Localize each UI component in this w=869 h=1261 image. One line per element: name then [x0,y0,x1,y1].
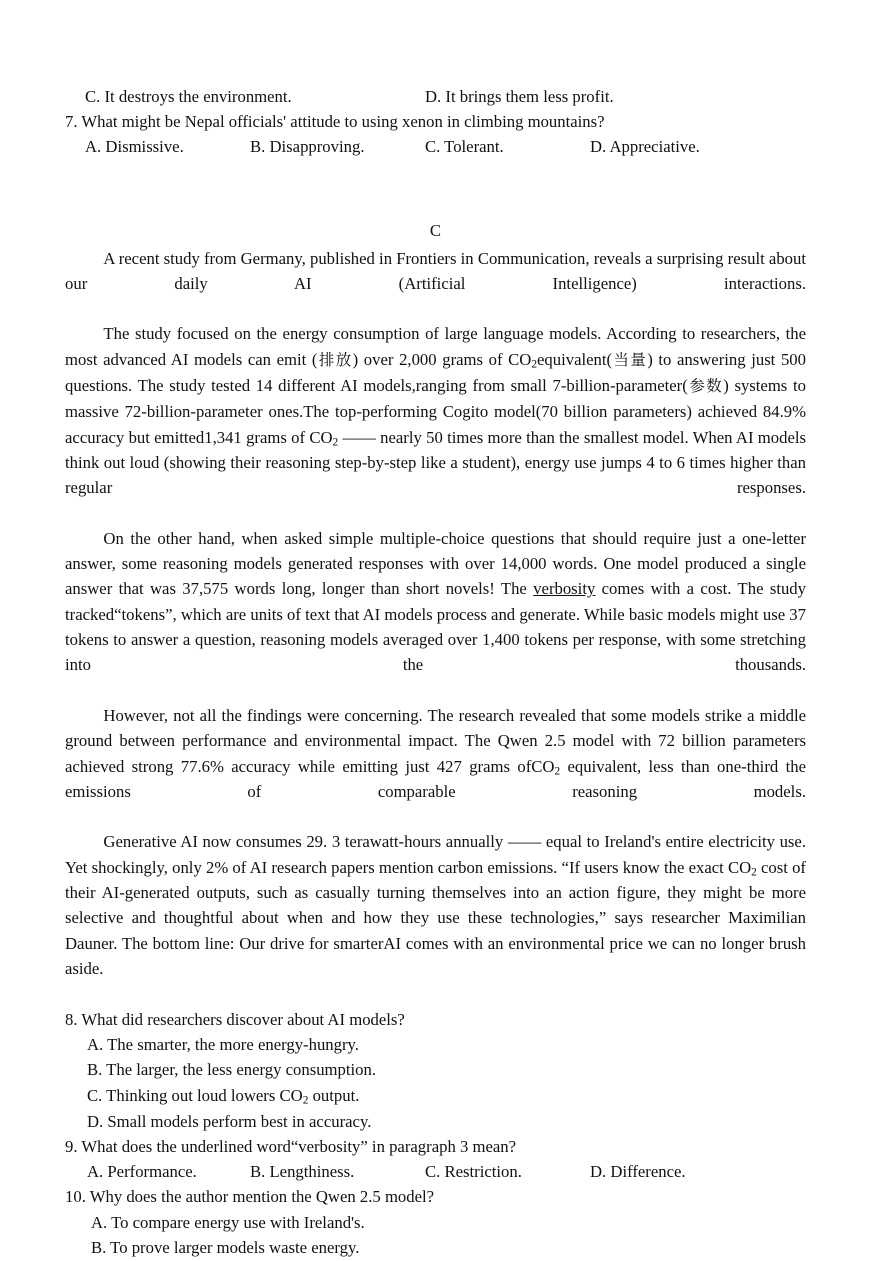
cjk-gloss: 当量 [612,350,648,369]
q9-option-a[interactable]: A. Performance. [87,1162,197,1182]
passage-paragraph [65,829,806,1006]
q9-option-d[interactable]: D. Difference. [590,1162,686,1182]
q7-option-c[interactable]: C. Tolerant. [425,137,504,157]
passage-paragraph [65,321,806,525]
text-run: B. To prove larger models waste energy. [91,1238,360,1258]
text-run: On the other hand, when asked simple multiple-choice questions that should require just a one-letter answer, some reasoning models generated responses with over 14,000 words. One model produced a single answer that was 37,575 words long, longer than short novels! The [65,528,806,599]
subscript: 2 [554,765,561,778]
q6-options-row [65,84,806,109]
q8-stem: 8. What did researchers discover about AI models? [65,1009,405,1029]
subscript: 2 [302,1094,309,1107]
q9-options-row [65,1159,806,1184]
text-run: equivalent, less than one-third the emissions of comparable reasoning models. [65,756,806,801]
text-run: ) systems to massive 72-billion-parameter ones.The top-performing Cogito model(70 billion parameters) achieved 84.9% accuracy but emitted1,341 grams of CO [65,376,806,447]
q7-stem: 7. What might be Nepal officials' attitude to using xenon in climbing mountains? [65,112,605,131]
option-line[interactable] [65,1235,806,1261]
q10-stem: 10. Why does the author mention the Qwen 2.5 model? [65,1187,435,1207]
option-line[interactable] [65,1109,806,1135]
q9-option-c[interactable]: C. Restriction. [425,1162,522,1182]
text-run: ) over 2,000 grams of CO [352,349,532,369]
option-line[interactable] [65,1057,806,1083]
text-run: cost of their AI-generated outputs, such as casually turning themselves into an action figure, they might be more selective and thoughtful about when and how they use these technologies,” says researcher Maximilian Dauner. The bottom line: Our drive for smarterAI comes with an environmental price we can no longer brush aside. [65,857,806,978]
q7-option-b[interactable]: B. Disapproving. [250,137,365,157]
text-run: comes with a cost. The study tracked“tokens”, which are units of text that AI models process and generate. While basic models might use 37 tokens to answer a question, reasoning models averaged over 1,400 tokens per response, with some stretching into the thousands. [65,579,806,675]
q6-option-d[interactable]: D. It brings them less profit. [425,87,614,106]
text-run: ) to answering just 500 questions. The study tested 14 different AI models,ranging from small 7-billion-parameter( [65,349,806,396]
text-run: B. The larger, the less energy consumption. [87,1060,376,1080]
q9-stem: 9. What does the underlined word“verbosity” in paragraph 3 mean? [65,1137,517,1157]
passage-paragraph [65,703,806,829]
q6-option-c[interactable]: C. It destroys the environment. [85,87,292,106]
subscript: 2 [332,436,339,449]
text-run: equivalent( [537,349,613,369]
passage-paragraphs [65,246,806,1007]
passage-paragraph [65,526,806,703]
text-run: —— nearly 50 times more than the smallest model. When AI models think out loud (showing their reasoning step-by-step like a student), energy use jumps 4 to 6 times higher than regular responses. [65,427,806,498]
text-run: D. Small models perform best in accuracy. [87,1111,372,1131]
q7-options-row [65,134,806,159]
underlined-word: verbosity [533,579,596,599]
option-line[interactable] [65,1032,806,1058]
text-run: However, not all the findings were concerning. The research revealed that some models strike a middle ground between performance and environmental impact. The Qwen 2.5 model with 72 billion parameters achieved strong 77.6% accuracy while emitting just 427 grams ofCO [65,705,806,776]
q10-options [65,1210,806,1261]
text-run: A. To compare energy use with Ireland's. [91,1212,365,1232]
text-run: Generative AI now consumes 29. 3 terawatt-hours annually —— equal to Ireland's entire electricity use. Yet shockingly, only 2% of AI research papers mention carbon emissions. “If users know the exact CO [65,832,806,877]
text-run: C. Thinking out loud lowers CO [87,1085,303,1105]
option-line[interactable] [65,1083,806,1109]
passage-paragraph [65,246,806,322]
text-run: A recent study from Germany, published in Frontiers in Communication, reveals a surprising result about our daily AI (Artificial Intelligence) interactions. [65,248,806,293]
text-run: The study focused on the energy consumption of large language models. According to researchers, the most advanced AI models can emit ( [65,324,806,369]
option-line[interactable] [65,1210,806,1236]
subscript: 2 [531,358,538,371]
passage-section-label: C [429,221,442,241]
q7-option-d[interactable]: D. Appreciative. [590,137,700,157]
cjk-gloss: 排放 [317,350,353,369]
text-run: output. [308,1085,360,1105]
q8-options [65,1032,806,1134]
q9-option-b[interactable]: B. Lengthiness. [250,1162,355,1182]
document-body [65,84,806,1261]
q7-option-a[interactable]: A. Dismissive. [85,137,184,157]
text-run: A. The smarter, the more energy-hungry. [87,1034,359,1054]
cjk-gloss: 参数 [687,377,724,396]
subscript: 2 [751,866,757,879]
